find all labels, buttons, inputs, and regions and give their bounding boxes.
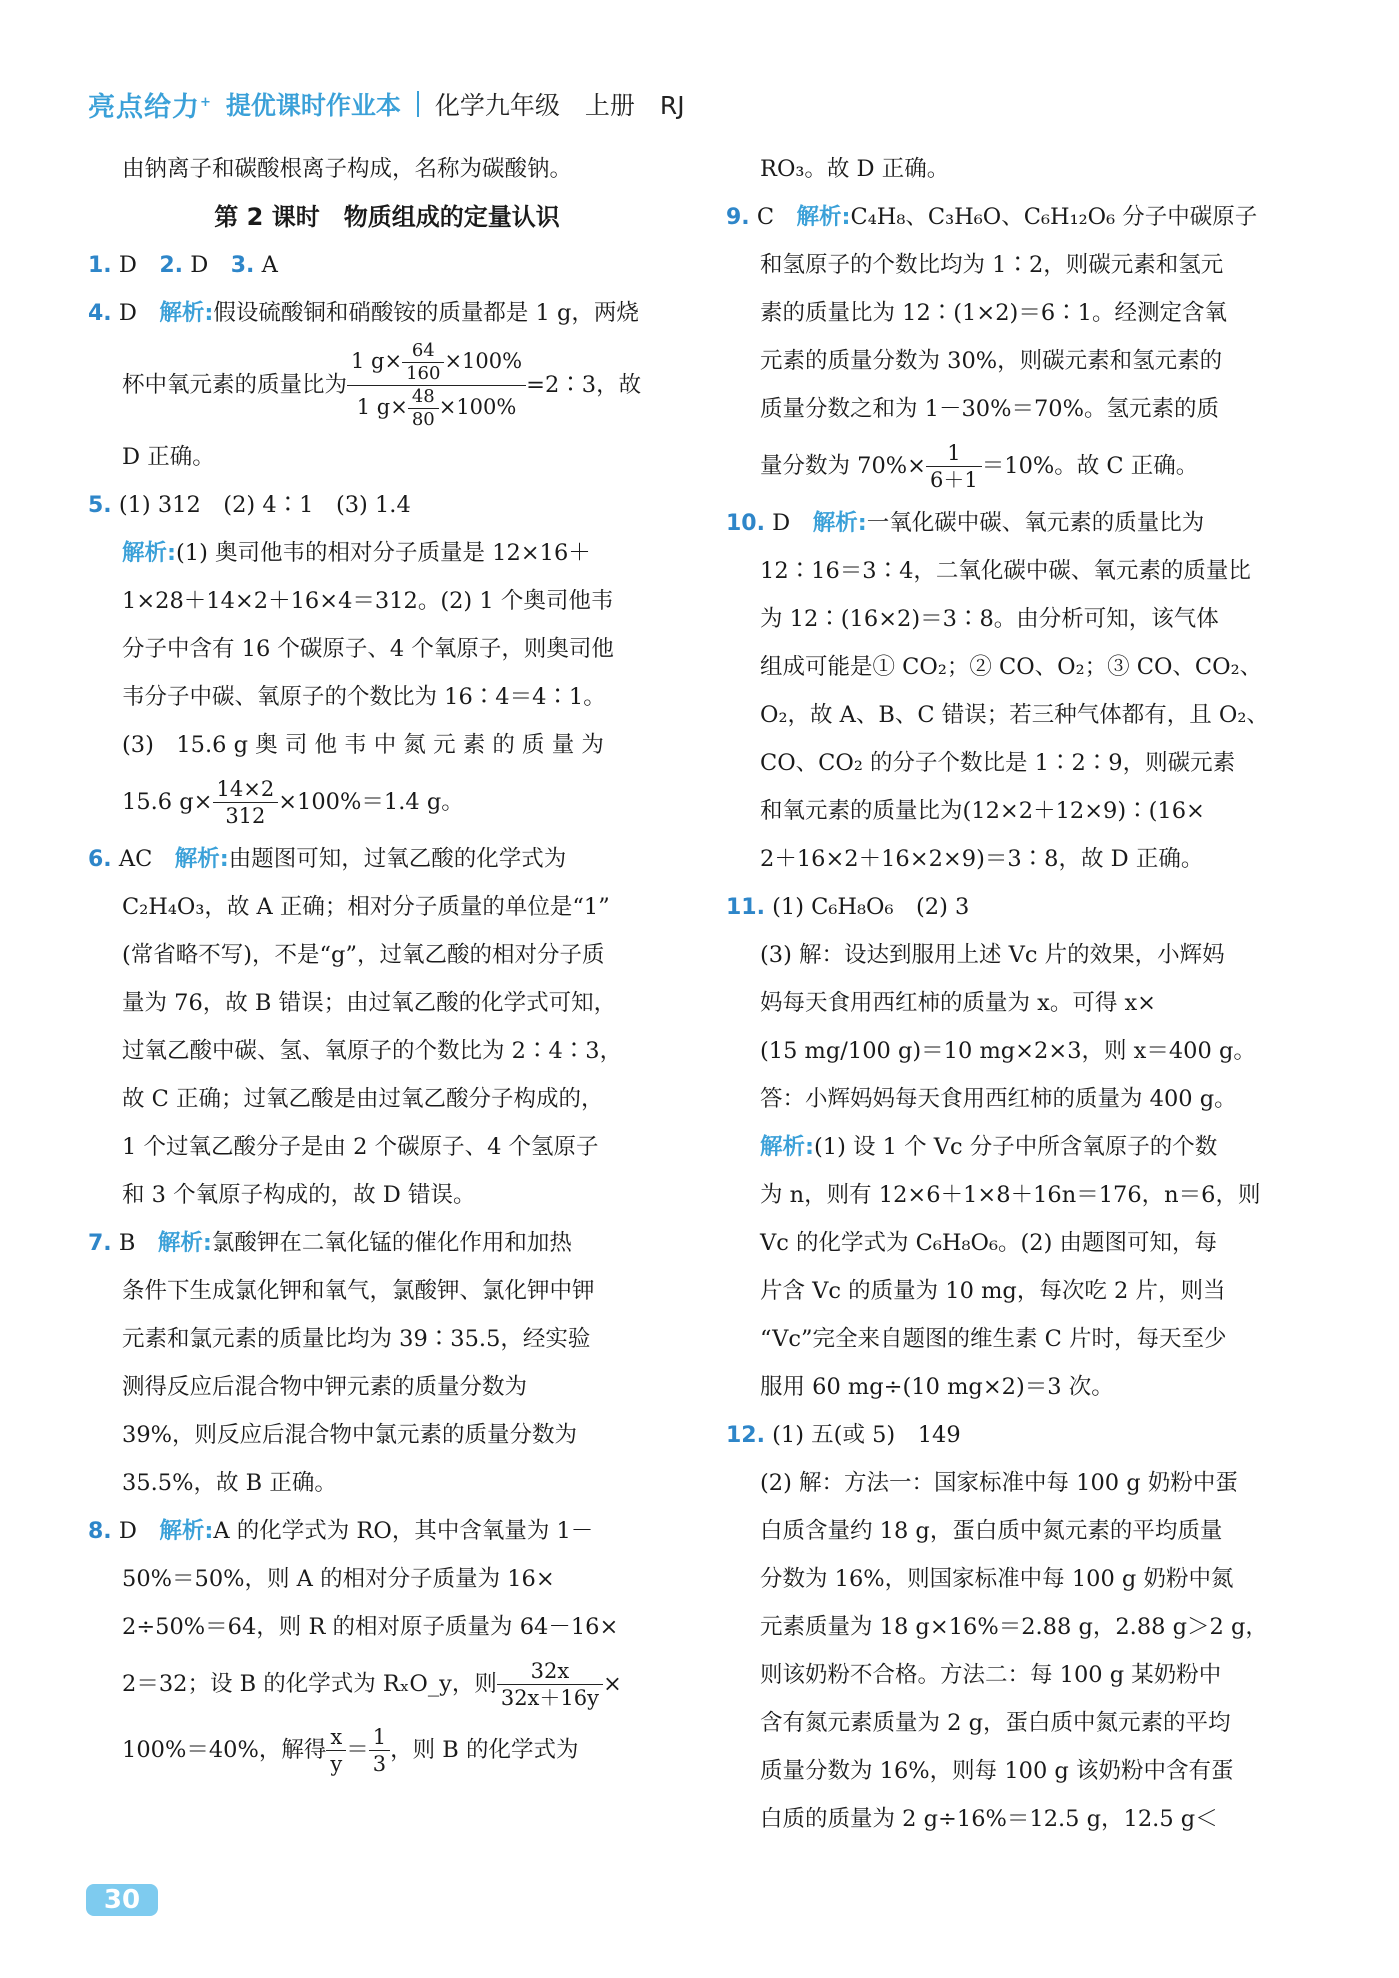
text-line: Vc 的化学式为 C₆H₈O₆。(2) 由题图可知，每 bbox=[760, 1230, 1218, 1256]
text-line: 条件下生成氯化钾和氧气，氯酸钾、氯化钾中钾 bbox=[122, 1278, 595, 1304]
text-line: 量为 76，故 B 错误；由过氧乙酸的化学式可知， bbox=[122, 990, 617, 1016]
text-line: 元素质量为 18 g×16%＝2.88 g，2.88 g＞2 g， bbox=[760, 1614, 1268, 1640]
mass-ratio-fraction: 1 g× $\frac{64}{160}$ ×100% 1 g× $\frac{48}{80}$ ×100% bbox=[347, 340, 526, 431]
text-line: O₂，故 A、B、C 错误；若三种气体都有，且 O₂、 bbox=[760, 702, 1269, 728]
text-line: 为 n，则有 12×6＋1×8＋16n＝176，n＝6，则 bbox=[760, 1182, 1261, 1208]
text-line: 片含 Vc 的质量为 10 mg，每次吃 2 片，则当 bbox=[760, 1278, 1226, 1304]
text-line: 解析:(1) 设 1 个 Vc 分子中所含氧原子的个数 bbox=[760, 1134, 1218, 1160]
text-line: 答：小辉妈妈每天食用西红柿的质量为 400 g。 bbox=[760, 1086, 1237, 1112]
text-line: 分数为 16%，则国家标准中每 100 g 奶粉中氮 bbox=[760, 1566, 1234, 1592]
text-line: 由钠离子和碳酸根离子构成，名称为碳酸钠。 bbox=[122, 156, 573, 182]
text-line: (3) 15.6 g 奥 司 他 韦 中 氮 元 素 的 质 量 为 bbox=[122, 732, 604, 758]
text-line: 质量分数为 16%，则每 100 g 该奶粉中含有蛋 bbox=[760, 1758, 1234, 1784]
text-line: “Vc”完全来自题图的维生素 C 片时，每天至少 bbox=[760, 1326, 1227, 1352]
text-line: 服用 60 mg÷(10 mg×2)＝3 次。 bbox=[760, 1374, 1114, 1400]
text-line: 白质的质量为 2 g÷16%＝12.5 g，12.5 g＜ bbox=[760, 1806, 1218, 1832]
formula-line-8: 2＝32；设 B 的化学式为 RₓO_y，则 $\frac{32x}{32x+16y}$ × bbox=[122, 1658, 622, 1710]
answer-8: 8. D 解析:A 的化学式为 RO，其中含氧量为 1－ bbox=[88, 1518, 594, 1544]
text-line: 解析:(1) 奥司他韦的相对分子质量是 12×16＋ bbox=[122, 540, 591, 566]
text-line: 元素和氯元素的质量比均为 39∶35.5，经实验 bbox=[122, 1326, 591, 1352]
brand-logo: 亮点给力+ bbox=[88, 91, 212, 123]
text-line: 元素的质量分数为 30%，则碳元素和氢元素的 bbox=[760, 348, 1223, 374]
subject-label: 化学九年级 上册 RJ bbox=[434, 91, 685, 120]
text-line: 白质含量约 18 g，蛋白质中氮元素的平均质量 bbox=[760, 1518, 1223, 1544]
section-title: 第 2 课时 物质组成的定量认识 bbox=[214, 203, 560, 231]
text-line: 组成可能是① CO₂；② CO、O₂；③ CO、CO₂、 bbox=[760, 654, 1263, 680]
left-column bbox=[88, 145, 672, 1783]
page-number: 30 bbox=[86, 1884, 158, 1916]
series-title: 提优课时作业本 bbox=[225, 91, 401, 120]
answer-5: 5. (1) 312 (2) 4∶1 (3) 1.4 bbox=[88, 492, 411, 518]
formula-line-9: 量分数为 70%× $\frac{1}{6+1}$ ＝10%。故 C 正确。 bbox=[760, 440, 1199, 492]
text-line: 测得反应后混合物中钾元素的质量分数为 bbox=[122, 1374, 528, 1400]
text-line: (3) 解：设达到服用上述 Vc 片的效果，小辉妈 bbox=[760, 942, 1225, 968]
answer-6: 6. AC 解析:由题图可知，过氧乙酸的化学式为 bbox=[88, 846, 567, 872]
answer-10: 10. D 解析:一氧化碳中碳、氧元素的质量比为 bbox=[726, 510, 1205, 536]
text-line: RO₃。故 D 正确。 bbox=[760, 156, 950, 182]
answer-9: 9. C 解析:C₄H₈、C₃H₆O、C₆H₁₂O₆ 分子中碳原子 bbox=[726, 204, 1258, 230]
text-line: 韦分子中碳、氧原子的个数比为 16∶4＝4∶1。 bbox=[122, 684, 606, 710]
text-line: CO、CO₂ 的分子个数比是 1∶2∶9，则碳元素 bbox=[760, 750, 1236, 776]
answer-7: 7. B 解析:氯酸钾在二氧化锰的催化作用和加热 bbox=[88, 1230, 572, 1256]
text-line: (15 mg/100 g)＝10 mg×2×3，则 x＝400 g。 bbox=[760, 1038, 1256, 1064]
text-line: 1 个过氧乙酸分子是由 2 个碳原子、4 个氢原子 bbox=[122, 1134, 599, 1160]
text-line: (2) 解：方法一：国家标准中每 100 g 奶粉中蛋 bbox=[760, 1470, 1238, 1496]
text-line: 1×28＋14×2＋16×4＝312。(2) 1 个奥司他韦 bbox=[122, 588, 614, 614]
text-line: 和氢原子的个数比均为 1∶2，则碳元素和氢元 bbox=[760, 252, 1224, 278]
text-line: 分子中含有 16 个碳原子、4 个氧原子，则奥司他 bbox=[122, 636, 614, 662]
text-line: 素的质量比为 12∶(1×2)＝6∶1。经测定含氧 bbox=[760, 300, 1227, 326]
formula-line-4: 杯中氧元素的质量比为 1 g× $\frac{64}{160}$ ×100% 1 g× $\frac{48}{80}$ ×100% =2∶3，故 bbox=[122, 339, 642, 430]
answer-4: 4. D 解析:假设硫酸铜和硝酸铵的质量都是 1 g，两烧 bbox=[88, 300, 639, 326]
text-line: 35.5%，故 B 正确。 bbox=[122, 1470, 337, 1496]
text-line: 则该奶粉不合格。方法二：每 100 g 某奶粉中 bbox=[760, 1662, 1222, 1688]
header-divider bbox=[417, 91, 419, 117]
text-line: 12∶16＝3∶4，二氧化碳中碳、氧元素的质量比 bbox=[760, 558, 1251, 584]
answer-12: 12. (1) 五(或 5) 149 bbox=[726, 1422, 961, 1448]
text-line: 和 3 个氧原子构成的，故 D 错误。 bbox=[122, 1182, 476, 1208]
text-line: 50%＝50%，则 A 的相对分子质量为 16× bbox=[122, 1566, 555, 1592]
text-line: 过氧乙酸中碳、氢、氧原子的个数比为 2∶4∶3， bbox=[122, 1038, 623, 1064]
text-line: 含有氮元素质量为 2 g，蛋白质中氮元素的平均 bbox=[760, 1710, 1231, 1736]
text-line: D 正确。 bbox=[122, 444, 215, 470]
formula-line-5: 15.6 g× $\frac{14\times 2}{312}$ ×100%＝1.4 g。 bbox=[122, 776, 464, 828]
text-line: 质量分数之和为 1－30%＝70%。氢元素的质 bbox=[760, 396, 1219, 422]
text-line: (常省略不写)，不是“g”，过氧乙酸的相对分子质 bbox=[122, 942, 605, 968]
page-header bbox=[88, 82, 685, 126]
answer-11: 11. (1) C₆H₈O₆ (2) 3 bbox=[726, 894, 970, 920]
answer-1-3: 1. D 2. D 3. A bbox=[88, 252, 278, 278]
text-line: 39%，则反应后混合物中氯元素的质量分数为 bbox=[122, 1422, 578, 1448]
text-line: 为 12∶(16×2)＝3∶8。由分析可知，该气体 bbox=[760, 606, 1219, 632]
text-line: 2＋16×2＋16×2×9)＝3∶8，故 D 正确。 bbox=[760, 846, 1204, 872]
text-line: 2÷50%＝64，则 R 的相对原子质量为 64－16× bbox=[122, 1614, 619, 1640]
text-line: 妈每天食用西红柿的质量为 x。可得 x× bbox=[760, 990, 1157, 1016]
text-line: 和氧元素的质量比为(12×2＋12×9)∶(16× bbox=[760, 798, 1205, 824]
text-line: 故 C 正确；过氧乙酸是由过氧乙酸分子构成的， bbox=[122, 1086, 604, 1112]
formula-line-8b: 100%＝40%，解得 $\frac{x}{y}$ ＝ $\frac{1}{3}$ ，则 B 的化学式为 bbox=[122, 1724, 579, 1776]
text-line: C₂H₄O₃，故 A 正确；相对分子质量的单位是“1” bbox=[122, 894, 610, 920]
right-column bbox=[726, 145, 1312, 1843]
